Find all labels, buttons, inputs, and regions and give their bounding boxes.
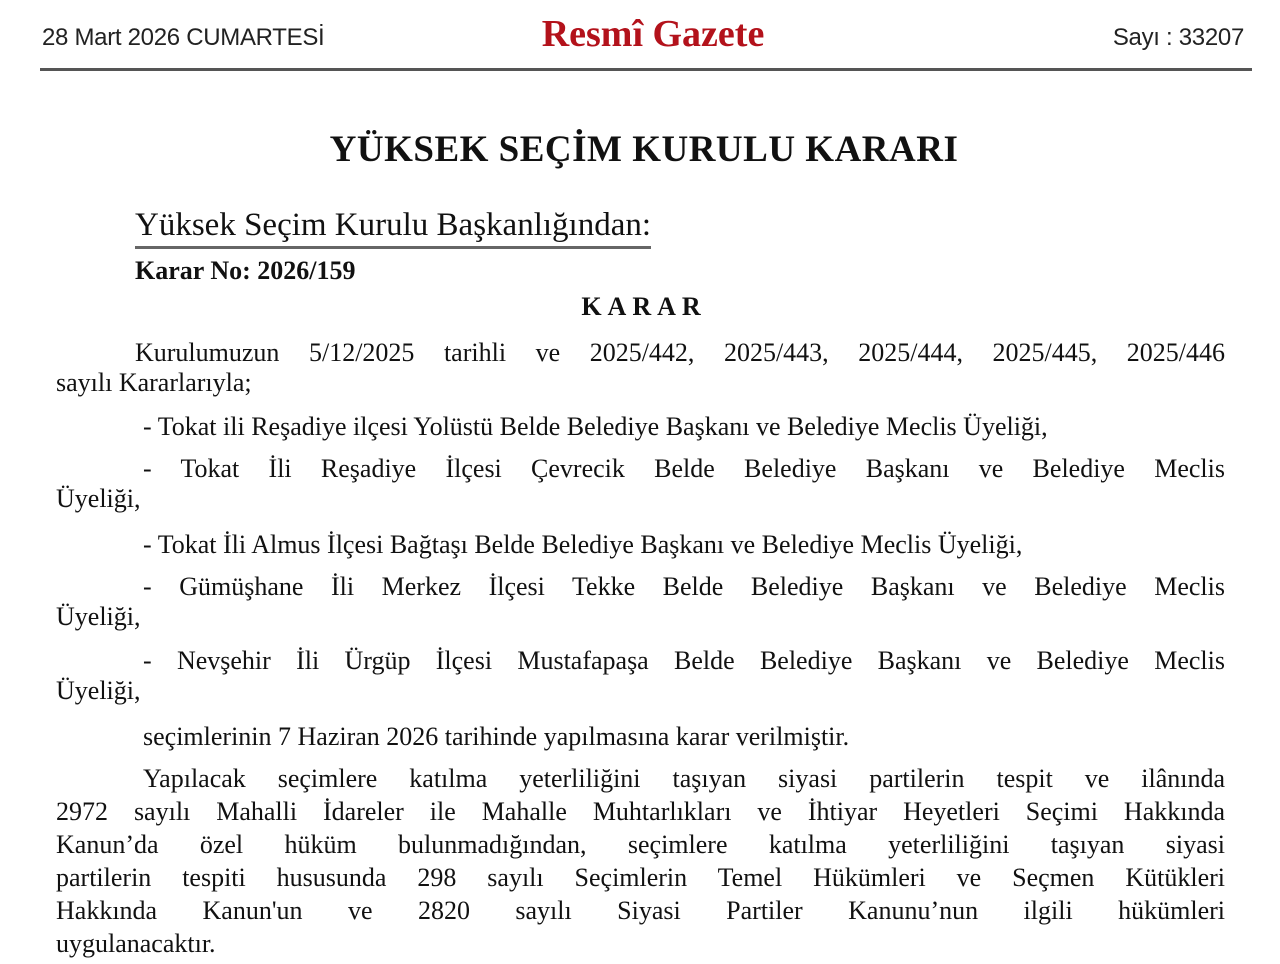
final-paragraph-line-3: Kanun’da özel hüküm bulunmadığından, seçimlere katılma yeterliliğini taşıyan siyasi: [56, 830, 1225, 859]
gazette-header: [0, 0, 1280, 72]
election-item-5: - Nevşehir İli Ürgüp İlçesi Mustafapaşa Belde Belediye Başkanı ve Belediye Meclis: [143, 646, 1225, 675]
document-title: YÜKSEK SEÇİM KURULU KARARI: [329, 129, 959, 170]
section-heading: KARAR: [581, 292, 707, 321]
election-item-2-cont: Üyeliği,: [56, 484, 141, 513]
election-item-3: - Tokat İli Almus İlçesi Bağtaşı Belde Belediye Başkanı ve Belediye Meclis Üyeliği,: [143, 530, 1023, 559]
election-item-4-cont: Üyeliği,: [56, 602, 141, 631]
final-paragraph-line-1: Yapılacak seçimlere katılma yeterliliğini taşıyan siyasi partilerin tespit ve ilânında: [143, 764, 1225, 793]
intro-line-1: Kurulumuzun 5/12/2025 tarihli ve 2025/442, 2025/443, 2025/444, 2025/445, 2025/446: [135, 338, 1225, 367]
issuing-authority: Yüksek Seçim Kurulu Başkanlığından:: [135, 205, 651, 249]
conclusion: seçimlerinin 7 Haziran 2026 tarihinde yapılmasına karar verilmiştir.: [143, 722, 850, 751]
final-paragraph-line-5: Hakkında Kanun'un ve 2820 sayılı Siyasi Partiler Kanunu’nun ilgili hükümleri: [56, 896, 1225, 925]
intro-line-2: sayılı Kararlarıyla;: [56, 368, 252, 397]
issue-date: 28 Mart 2026 CUMARTESİ: [42, 24, 325, 51]
final-paragraph-line-6: uygulanacaktır.: [56, 929, 216, 958]
header-divider: [40, 68, 1252, 71]
issue-number: Sayı : 33207: [1112, 24, 1244, 51]
election-item-5-cont: Üyeliği,: [56, 676, 141, 705]
election-item-1: - Tokat ili Reşadiye ilçesi Yolüstü Belde Belediye Başkanı ve Belediye Meclis Üyeliği,: [143, 412, 1048, 441]
final-paragraph-line-4: partilerin tespiti hususunda 298 sayılı Seçimlerin Temel Hükümleri ve Seçmen Kütükleri: [56, 863, 1225, 892]
final-paragraph-line-2: 2972 sayılı Mahalli İdareler ile Mahalle Muhtarlıkları ve İhtiyar Heyetleri Seçimi Hakkında: [56, 797, 1225, 826]
election-item-4: - Gümüşhane İli Merkez İlçesi Tekke Belde Belediye Başkanı ve Belediye Meclis: [143, 572, 1225, 601]
decision-number: Karar No: 2026/159: [135, 256, 356, 285]
election-item-2: - Tokat İli Reşadiye İlçesi Çevrecik Belde Belediye Başkanı ve Belediye Meclis: [143, 454, 1225, 483]
gazette-title: Resmî Gazete: [541, 13, 765, 55]
